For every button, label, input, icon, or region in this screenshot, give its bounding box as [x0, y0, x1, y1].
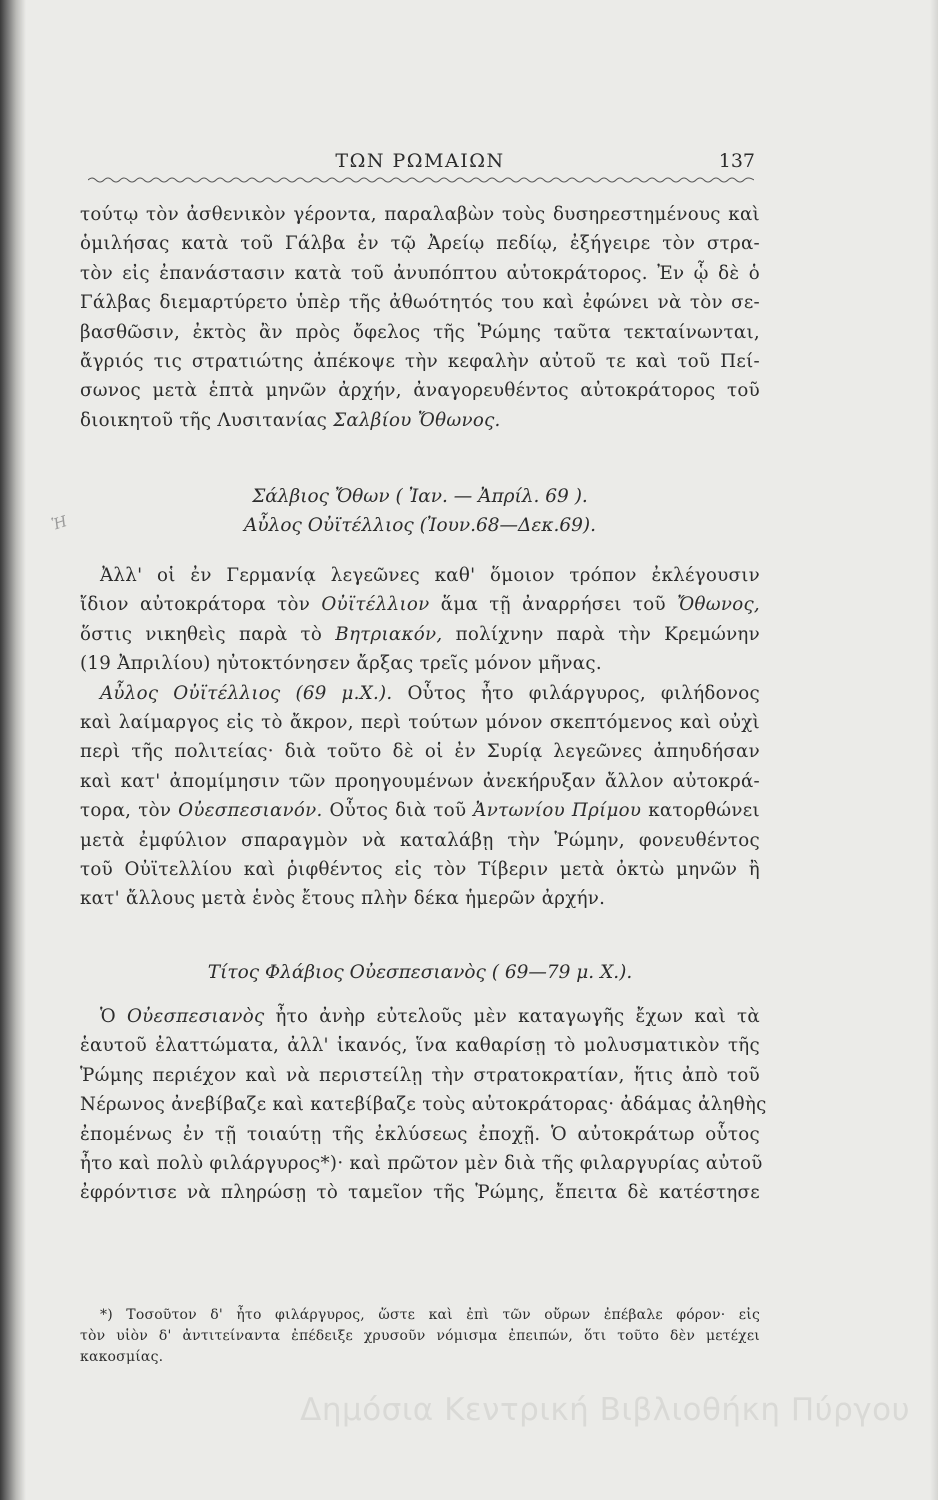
person-name: Οὐϊτέλλιον — [321, 594, 430, 616]
text-line: ὁμιλήσας κατὰ τοῦ Γάλβα ἐν τῷ Ἀρείῳ πεδίῳ, ἐξήγειρε τὸν στρα- — [80, 233, 760, 255]
text-line: καὶ λαίμαργος εἰς τὸ ἄκρον, περὶ τούτων μόνον σκεπτόμενος καὶ οὐχὶ — [80, 711, 760, 733]
person-name: Οὐεσπεσιανὸς — [126, 1006, 265, 1027]
text-run: Οὗτος ἦτο φιλάργυρος, φιλήδονος — [407, 682, 760, 704]
footnote — [80, 1305, 760, 1368]
paragraph-2 — [80, 561, 760, 914]
text-run: κατορθώνει — [648, 800, 760, 822]
text-run: τορα, τὸν — [80, 800, 172, 822]
person-name: Ἀντωνίου Πρίμου — [473, 800, 642, 822]
text-line: ἦτο καὶ πολὺ φιλάργυρος*)· καὶ πρῶτον μὲν διὰ τῆς φιλαργυρίας αὐτοῦ — [80, 1152, 763, 1174]
text-line: ἐφρόντισε νὰ πληρώσῃ τὸ ταμεῖον τῆς Ῥώμης, ἔπειτα δὲ κατέστησε — [80, 1182, 760, 1204]
page-number: 137 — [718, 150, 755, 172]
running-title: ΤΩΝ ΡΩΜΑΙΩΝ — [335, 150, 505, 172]
text-line — [80, 590, 760, 619]
text-line: Νέρωνος ἀνεβίβαζε καὶ κατεβίβαζε τοὺς αὐτοκράτορας· ἀδάμας ἀληθὴς — [80, 1094, 767, 1116]
book-gutter-shadow — [0, 0, 26, 1500]
text-line: τούτῳ τὸν ἀσθενικὸν γέροντα, παραλαβὼν τοὺς δυσηρεστημένους καὶ — [80, 204, 760, 225]
text-line: καὶ κατ' ἀπομίμησιν τῶν προηγουμένων ἀνεκήρυξαν ἄλλον αὐτοκρά- — [80, 770, 760, 792]
text-line — [80, 1002, 760, 1031]
text-run: ἅμα τῇ ἀναρρήσει τοῦ — [440, 594, 666, 616]
text-line: ἄγριός τις στρατιώτης ἀπέκοψε τὴν κεφαλὴν αὐτοῦ τε καὶ τοῦ Πεί- — [80, 350, 760, 372]
text-run: ἴδιον αὐτοκράτορα τὸν — [80, 594, 311, 616]
subheading-otho: Σάλβιος Ὄθων ( Ἰαν. — Ἀπρίλ. 69 ). — [252, 486, 588, 507]
text-line — [80, 406, 760, 435]
page-edge — [930, 0, 938, 1500]
subheading-vespasian: Τίτος Φλάβιος Οὐεσπεσιανὸς ( 69—79 μ. Χ.). — [207, 962, 633, 983]
paragraph-1 — [80, 200, 760, 435]
paragraph-4 — [80, 1002, 767, 1208]
text-line: κατ' ἄλλους μετὰ ἑνὸς ἔτους πλὴν δέκα ἡμερῶν ἀρχήν. — [80, 888, 606, 910]
person-name: Αὖλος Οὐϊτέλλιος (69 μ.Χ.). — [100, 682, 393, 704]
handwritten-margin-note: Ἡ — [49, 512, 70, 534]
text-run: διοικητοῦ τῆς Λυσιτανίας — [80, 409, 328, 431]
footnote-line: κακοσμίας. — [80, 1349, 164, 1365]
text-line: (19 Ἀπριλίου) ηὐτοκτόνησεν ἄρξας τρεῖς μόνον μῆνας. — [80, 653, 602, 675]
person-name: Σαλβίου Ὄθωνος. — [333, 409, 501, 431]
text-run: πολίχνην παρὰ τὴν Κρεμώνην — [455, 623, 760, 645]
footnote-line: *) Τοσοῦτον δ' ἦτο φιλάργυρος, ὥστε καὶ ἐπὶ τῶν οὔρων ἐπέβαλε φόρον· εἰς — [100, 1307, 760, 1323]
page-header — [85, 148, 755, 178]
text-line: μετὰ ἐμφύλιον σπαραγμὸν νὰ καταλάβῃ τὴν Ῥώμην, φονευθέντος — [80, 829, 760, 851]
subheading-reigns — [80, 482, 760, 541]
library-watermark: Δημόσια Κεντρική Βιβλιοθήκη Πύργου — [300, 1392, 910, 1428]
text-line: βασθῶσιν, ἐκτὸς ἂν πρὸς ὄφελος τῆς Ῥώμης ταῦτα τεκταίνωνται, — [80, 321, 760, 343]
place-name: Βητριακόν, — [335, 623, 443, 645]
text-line — [80, 796, 760, 825]
text-run: ἦτο ἀνὴρ εὐτελοῦς μὲν καταγωγῆς ἔχων καὶ τὰ — [275, 1006, 760, 1027]
text-line: σωνος μετὰ ἑπτὰ μηνῶν ἀρχήν, ἀναγορευθέντος αὐτοκράτορος τοῦ — [80, 380, 760, 402]
text-line: τὸν εἰς ἐπανάστασιν κατὰ τοῦ ἀνυπόπτου αὐτοκράτορος. Ἐν ᾧ δὲ ὁ — [80, 262, 760, 284]
text-run: Ὁ — [100, 1006, 116, 1027]
text-line: ἑαυτοῦ ἐλαττώματα, ἀλλ' ἱκανός, ἵνα καθαρίσῃ τὸ μολυσματικὸν τῆς — [80, 1035, 760, 1057]
text-line: Ῥώμης περιέχον καὶ νὰ περιστείλῃ τὴν στρατοκρατίαν, ἥτις ἀπὸ τοῦ — [80, 1064, 760, 1086]
text-line: Ἀλλ' οἱ ἐν Γερμανίᾳ λεγεῶνες καθ' ὅμοιον τρόπον ἐκλέγουσιν — [100, 565, 760, 586]
text-line: Γάλβας διεμαρτύρετο ὑπὲρ τῆς ἀθωότητός του καὶ ἐφώνει νὰ τὸν σε- — [80, 292, 760, 314]
text-line: περὶ τῆς πολιτείας· διὰ τοῦτο δὲ οἱ ἐν Συρίᾳ λεγεῶνες ἀπηυδήσαν — [80, 741, 760, 763]
footnote-line: τὸν υἱὸν δ' ἀντιτείναντα ἐπέδειξε χρυσοῦν νόμισμα ἐπειπών, ὅτι τοῦτο δὲν μετέχει — [80, 1328, 760, 1344]
text-line: ἐπομένως ἐν τῇ τοιαύτῃ τῆς ἐκλύσεως ἐποχῇ. Ὁ αὐτοκράτωρ οὗτος — [80, 1123, 760, 1145]
text-run: ὅστις νικηθεὶς παρὰ τὸ — [80, 623, 323, 645]
subheading-vitellius: Αὖλος Οὐϊτέλλιος (Ἰουν.68—Δεκ.69). — [244, 515, 596, 537]
header-wavy-rule — [88, 176, 754, 184]
text-line — [80, 620, 760, 649]
text-line: τοῦ Οὐϊτελλίου καὶ ῥιφθέντος εἰς τὸν Τίβεριν μετὰ ὀκτὼ μηνῶν ἢ — [80, 858, 760, 880]
person-name: Ὄθωνος, — [677, 594, 761, 616]
person-name: Οὐεσπεσιανόν. — [178, 800, 323, 822]
text-run: Οὗτος διὰ τοῦ — [329, 800, 467, 822]
subheading-vespasian-block — [80, 958, 760, 987]
text-line — [80, 679, 760, 708]
